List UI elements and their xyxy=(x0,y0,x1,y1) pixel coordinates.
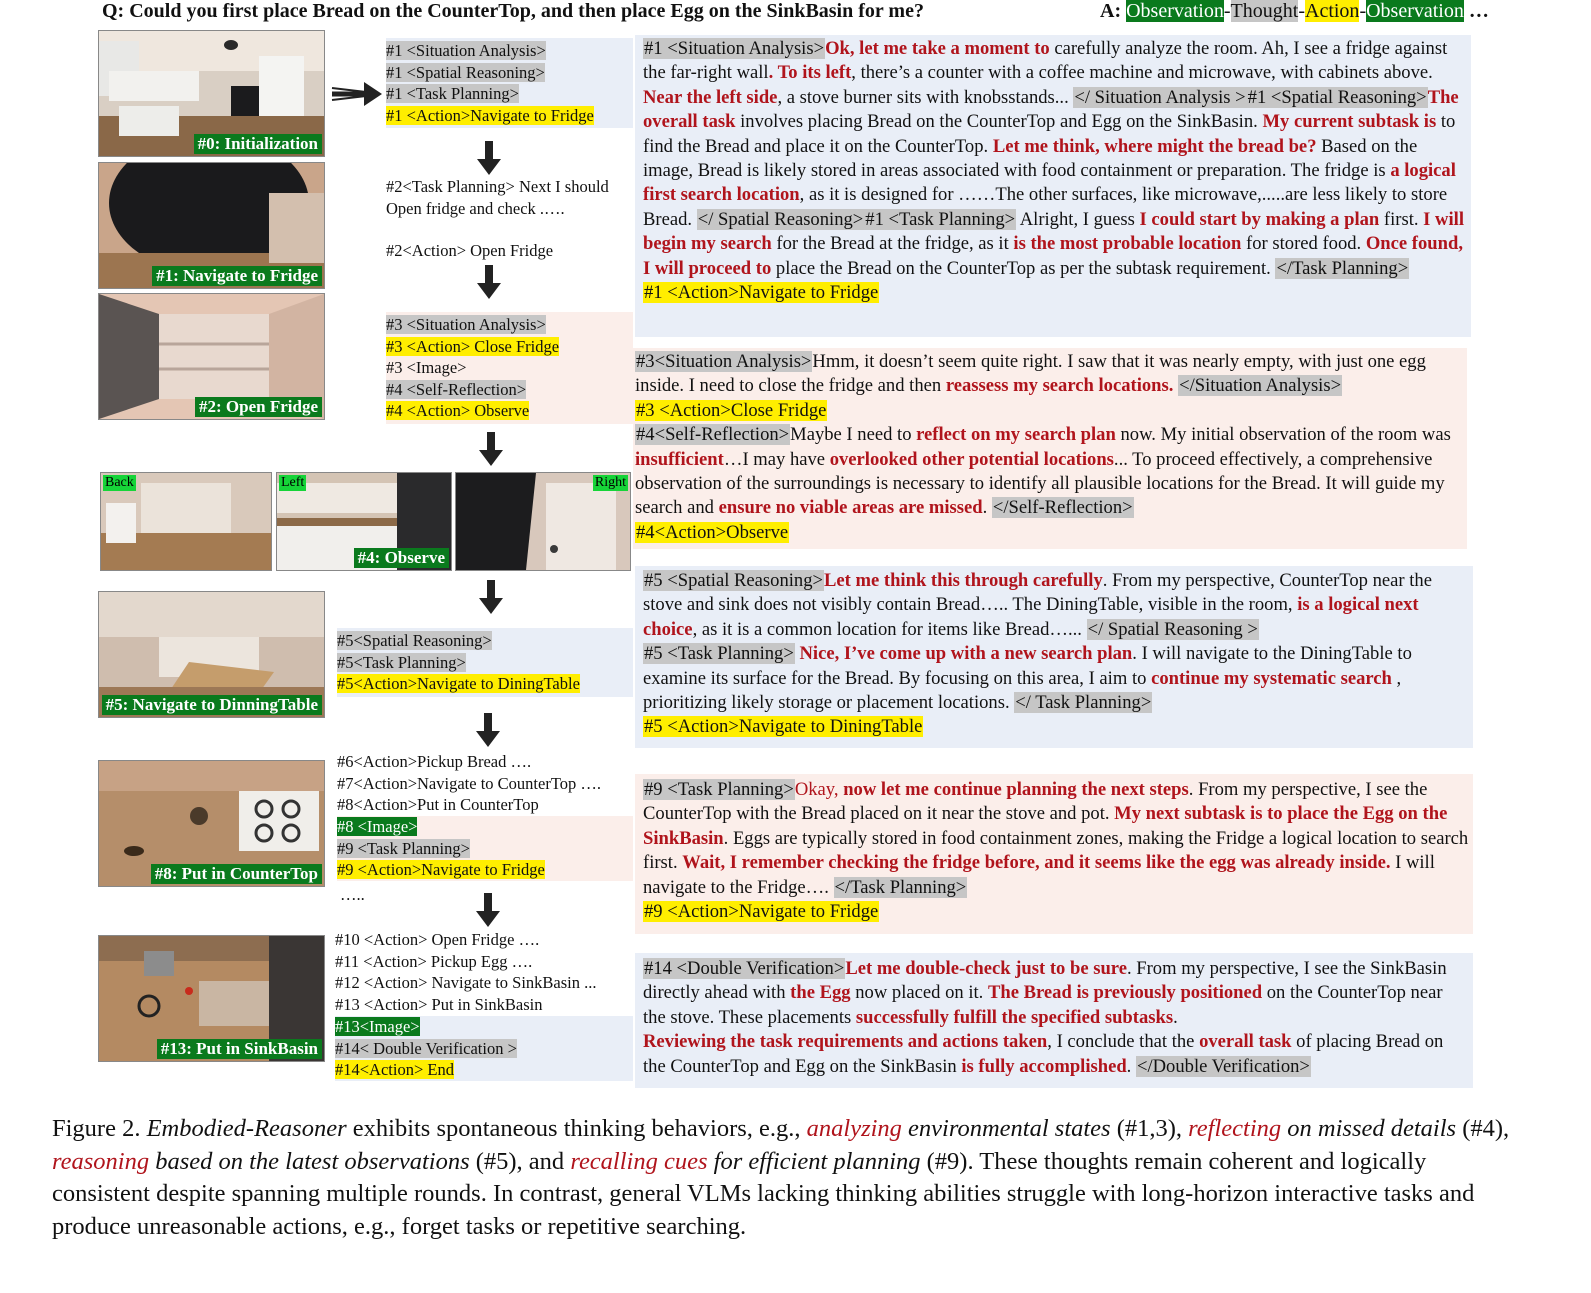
seq-action: Action xyxy=(1305,0,1360,22)
image-observe-left xyxy=(276,472,452,571)
text-segment: overlooked other potential locations xyxy=(829,448,1114,470)
text-segment: Near the left side xyxy=(643,86,778,108)
text-segment: environmental states xyxy=(901,1115,1111,1142)
step5-summary: #5<Spatial Reasoning> #5<Task Planning> #5<Action>Navigate to DiningTable xyxy=(337,628,633,697)
text-segment: #5 <Spatial Reasoning> xyxy=(644,570,824,591)
text-segment: My next subtask is to place the Egg on the SinkBasin xyxy=(643,803,1448,849)
text-segment: </Double Verification> xyxy=(1136,1055,1310,1077)
text-segment: exhibits spontaneous thinking behaviors, e.g., xyxy=(346,1115,807,1142)
text-segment: </ Spatial Reasoning> xyxy=(697,208,864,230)
image-observe-back xyxy=(100,472,272,571)
text-segment: #1 <Action>Navigate to Fridge xyxy=(644,282,879,304)
text-segment: Wait, I remember checking the fridge before, and it seems like the egg was already inside. xyxy=(682,852,1391,874)
text-segment: Let me think this through carefully xyxy=(824,570,1103,591)
image-put-sinkbasin xyxy=(98,935,325,1062)
text-segment: #4<Self-Reflection> xyxy=(636,424,790,446)
text-segment: involves placing Bread on the CounterTop and Egg on the SinkBasin. xyxy=(735,111,1263,133)
panel-step5 xyxy=(635,566,1473,748)
image-navigate-fridge xyxy=(98,162,325,289)
step3-summary: #3 <Situation Analysis> #3 <Action> Close Fridge #3 <Image> #4 <Self-Reflection> #4 <Action> Observe xyxy=(386,312,633,424)
caption-initialization: #0: Initialization xyxy=(194,134,322,154)
text-segment: . From my perspective, I see the CounterTop with the Bread placed on it near the stove and pot. xyxy=(643,779,1428,825)
text-segment: of placing Bread on the CounterTop and Egg on the SinkBasin xyxy=(643,1031,1444,1077)
panel-step9 xyxy=(635,774,1473,934)
text-segment: now placed on it. xyxy=(850,982,988,1004)
tag-right: Right xyxy=(594,475,626,490)
down-arrow-icon xyxy=(477,265,501,301)
text-segment: Once found, I will proceed to xyxy=(643,233,1463,279)
text-segment: I will navigate to the Fridge…. xyxy=(643,852,1435,898)
caption-put-countertop: #8: Put in CounterTop xyxy=(151,864,322,884)
answer-sequence: A: Observation-Thought-Action-Observation … xyxy=(1100,0,1489,22)
text-segment: </Task Planning> xyxy=(1276,257,1409,279)
image-navigate-diningtable xyxy=(98,591,325,718)
text-segment: Let me double-check just to be sure xyxy=(845,958,1127,979)
step13-summary: #13<Image> #14< Double Verification > #14<Action> End xyxy=(335,1016,633,1081)
text-segment: , a stove burner sits with knobsstands... xyxy=(777,86,1074,108)
caption-open-fridge: #2: Open Fridge xyxy=(195,397,322,417)
text-segment: carefully analyze the room. Ah, I see a fridge against the far-right wall xyxy=(643,38,1448,84)
text-segment: (#9). These thoughts remain coherent and logically consistent despite spanning multiple rounds. In contrast, general VLMs lacking thinking abilities struggle with long-horizon interactive tasks and produce unreasonable actions, e.g., forget tasks or repetitive searching. xyxy=(52,1147,1475,1240)
panel-step1 xyxy=(635,35,1471,337)
text-segment: </ Situation Analysis > xyxy=(1074,86,1246,108)
text-segment: . From my perspective, I see the SinkBasin directly ahead with xyxy=(643,958,1447,1004)
image-put-countertop xyxy=(98,760,325,887)
text-segment: . From my perspective, CounterTop near the stove and sink does not visibly contain Bread….. The DiningTable, visible in the room, xyxy=(643,570,1432,616)
text-segment: continue my systematic search xyxy=(1151,667,1392,689)
text-segment: is the most probable location xyxy=(1013,233,1242,255)
text-segment: #3 <Action>Close Fridge xyxy=(636,399,827,421)
text-segment: Hmm, it doesn’t seem quite right. I saw that it was nearly empty, with just one egg inside. I need to close the fridge and then xyxy=(635,351,1426,397)
text-segment: , I conclude that the xyxy=(1047,1031,1200,1053)
text-segment: . I will navigate to the DiningTable to examine its surface for the Bread. By focusing on this area, I aim to xyxy=(643,643,1412,689)
text-segment: (#1,3), xyxy=(1110,1115,1189,1142)
step1-summary: #1 <Situation Analysis> #1 <Spatial Reasoning> #1 <Task Planning> #1 <Action>Navigate to Fridge xyxy=(386,38,633,128)
text-segment: insufficient xyxy=(635,448,724,470)
text-segment: #1 <Task Planning> xyxy=(865,208,1016,230)
text-segment: first. xyxy=(1379,208,1424,230)
text-segment: is fully accomplished xyxy=(961,1055,1127,1077)
text-segment: #9 <Action>Navigate to Fridge xyxy=(644,901,879,923)
text-segment: analyzing xyxy=(806,1115,902,1142)
panel-step3-4 xyxy=(633,348,1467,549)
text-segment: </ Task Planning> xyxy=(1015,692,1152,714)
text-segment: . To its left xyxy=(768,62,852,84)
text-segment: #5 <Action>Navigate to DiningTable xyxy=(644,716,923,738)
seq-observation-2: Observation xyxy=(1366,0,1464,22)
down-arrow-icon xyxy=(479,432,503,468)
text-segment: Okay, xyxy=(794,779,844,800)
text-segment: reflecting xyxy=(1188,1115,1282,1142)
text-segment: Let me think, where might the bread be? xyxy=(992,135,1317,157)
text-segment: , there’s a counter with a coffee machine and microwave, with cabinets above. xyxy=(851,62,1433,84)
step10-summary: #10 <Action> Open Fridge …. #11 <Action> Pickup Egg …. #12 <Action> Navigate to SinkBasin ... #13 <Action> Put in SinkBasin xyxy=(335,930,597,1014)
text-segment: #1 <Spatial Reasoning> xyxy=(1247,86,1427,108)
text-segment: I could start by making a plan xyxy=(1139,208,1380,230)
caption-navigate-diningtable: #5: Navigate to DinningTable xyxy=(102,695,322,715)
text-segment: now let me continue planning the next steps xyxy=(843,779,1189,800)
text-segment: . xyxy=(1126,1055,1136,1077)
text-segment: Nice, I’ve come up with a new search plan xyxy=(799,643,1133,665)
text-segment: , as it is designed for ……The other surfaces, like microwave,.....are less likely to store Bread. xyxy=(643,184,1448,230)
seq-thought: Thought xyxy=(1230,0,1299,22)
text-segment: </Task Planning> xyxy=(834,876,967,898)
image-observe-right xyxy=(455,472,631,571)
text-segment: (#4), xyxy=(1456,1115,1510,1142)
ellipsis: ….. xyxy=(340,885,365,904)
text-segment: Embodied-Reasoner xyxy=(146,1115,347,1142)
text-segment: reasoning xyxy=(52,1147,150,1175)
text-segment: . xyxy=(1173,1006,1178,1028)
text-segment: for the Bread at the fridge, as it xyxy=(771,233,1014,255)
text-segment: Alright, I guess xyxy=(1016,208,1140,230)
text-segment: #9 <Task Planning> xyxy=(644,779,794,800)
text-segment: to find the Bread and place it on the CounterTop. xyxy=(643,111,1456,157)
step6-summary: #6<Action>Pickup Bread …. #7<Action>Navigate to CounterTop …. #8<Action>Put in CounterTop xyxy=(337,752,601,814)
text-segment: on the CounterTop near the stove. These placements xyxy=(643,982,1443,1028)
text-segment: …I may have xyxy=(723,448,830,470)
text-segment: Ok, let me take a moment to xyxy=(825,38,1050,59)
panel-step14 xyxy=(635,953,1473,1088)
text-segment: The Bread is previously positioned xyxy=(987,982,1263,1004)
text-segment: is a logical next choice xyxy=(643,594,1419,640)
image-initialization xyxy=(98,30,325,157)
answer-prefix: A: xyxy=(1100,0,1122,22)
question-text: Q: Could you first place Bread on the CounterTop, and then place Egg on the SinkBasin for me? xyxy=(102,0,924,22)
text-segment: My current subtask is xyxy=(1262,111,1437,133)
text-segment: #5 <Task Planning> xyxy=(644,643,794,665)
down-arrow-icon xyxy=(479,580,503,616)
figure-caption xyxy=(52,1113,1522,1243)
text-segment: ensure no viable areas are missed xyxy=(718,497,983,519)
text-segment: , prioritizing likely storage or placement locations. xyxy=(643,667,1402,714)
text-segment: , as it is a common location for items like Bread…... xyxy=(692,618,1087,640)
text-segment: Figure 2. xyxy=(52,1115,147,1142)
text-segment: Reviewing the task requirements and actions taken xyxy=(643,1031,1048,1053)
text-segment: ... To proceed effectively, a comprehensive observation of the surroundings is necessary to identify all plausible locations for the Bread. It will guide my search and xyxy=(635,448,1445,519)
caption-observe: #4: Observe xyxy=(354,548,449,568)
text-segment: . xyxy=(982,497,992,519)
text-segment: overall task xyxy=(1199,1031,1292,1053)
text-segment: </ Spatial Reasoning > xyxy=(1087,618,1258,640)
right-arrow-icon xyxy=(330,80,382,108)
text-segment: #3<Situation Analysis> xyxy=(636,351,812,372)
image-open-fridge xyxy=(98,293,325,420)
text-segment: (#5), and xyxy=(469,1147,571,1175)
step8-summary: #8 <Image> #9 <Task Planning> #9 <Action>Navigate to Fridge xyxy=(337,816,633,881)
text-segment: #1 <Situation Analysis> xyxy=(644,38,825,59)
text-segment: for stored food. xyxy=(1241,233,1366,255)
down-arrow-icon xyxy=(476,713,500,749)
seq-observation-1: Observation xyxy=(1126,0,1224,22)
text-segment: #4<Action>Observe xyxy=(636,521,789,543)
text-segment: Maybe I need to xyxy=(790,424,917,446)
text-segment: reassess my search locations. xyxy=(945,375,1174,397)
text-segment: on missed details xyxy=(1281,1115,1457,1142)
step2-summary: #2<Task Planning> Next I should Open fridge and check .…. #2<Action> Open Fridge xyxy=(386,177,609,260)
text-segment: </Self-Reflection> xyxy=(992,497,1133,519)
text-segment: . Eggs are typically stored in food containment zones, making the Fridge a logical location to search first. xyxy=(643,827,1469,874)
text-segment: The overall task xyxy=(643,86,1459,133)
text-segment: place the Bread on the CounterTop as per the subtask requirement. xyxy=(771,257,1276,279)
text-segment: the Egg xyxy=(790,982,851,1004)
down-arrow-icon xyxy=(476,893,500,929)
caption-navigate-fridge: #1: Navigate to Fridge xyxy=(152,266,322,286)
text-segment: #14 <Double Verification> xyxy=(644,958,845,979)
text-segment: based on the latest observations xyxy=(149,1147,470,1175)
text-segment: reflect on my search plan xyxy=(916,424,1116,446)
text-segment: for efficient planning xyxy=(707,1147,921,1175)
tag-left: Left xyxy=(281,475,305,490)
text-segment: now. My initial observation of the room was xyxy=(1115,424,1451,446)
text-segment: </Situation Analysis> xyxy=(1179,375,1342,397)
down-arrow-icon xyxy=(477,141,501,177)
text-segment: I will begin my search xyxy=(643,208,1464,255)
caption-put-sinkbasin: #13: Put in SinkBasin xyxy=(157,1039,322,1059)
text-segment: a logical first search location xyxy=(643,160,1456,206)
text-segment: recalling cues xyxy=(570,1147,708,1175)
tag-back: Back xyxy=(105,475,134,490)
text-segment: successfully fulfill the specified subtasks xyxy=(855,1006,1174,1028)
text-segment: Based on the image, Bread is likely stored in areas associated with food containment or preparation. The fridge is xyxy=(643,135,1418,182)
